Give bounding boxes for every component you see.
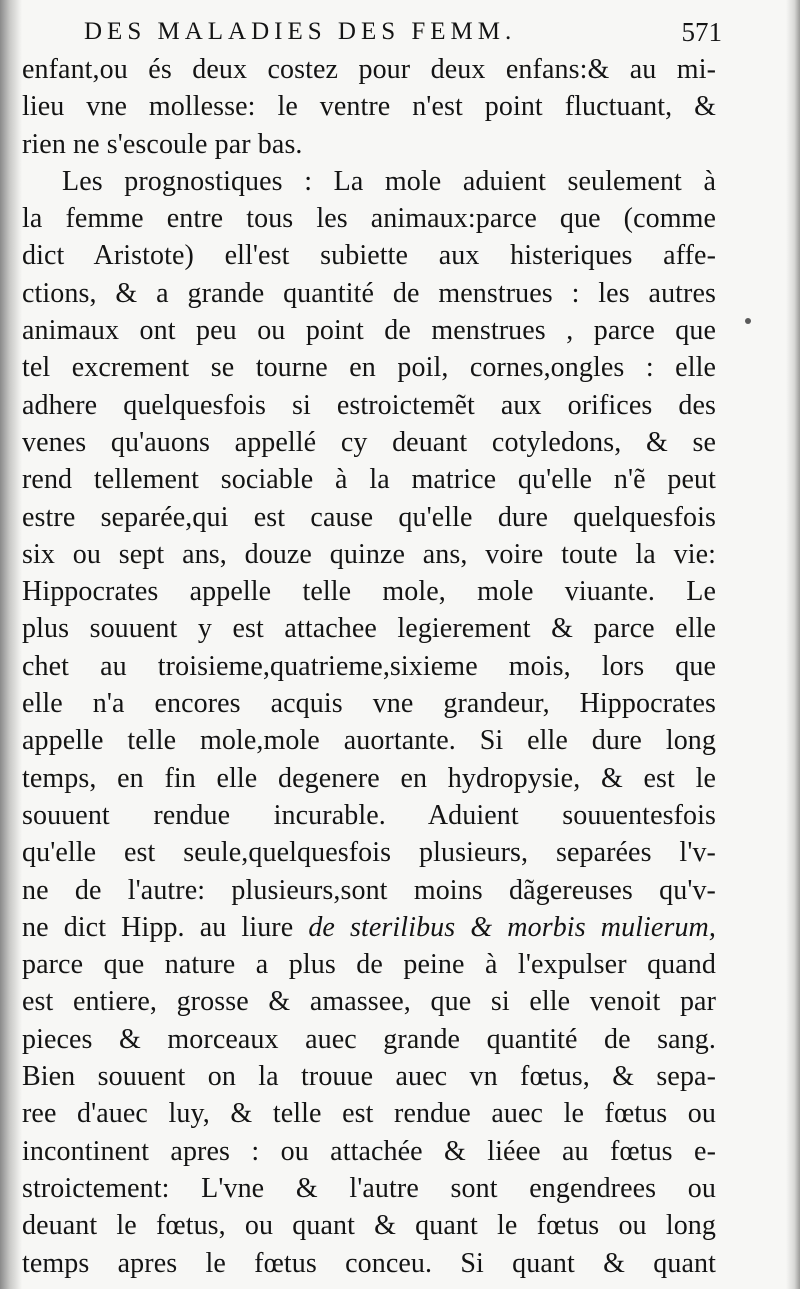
- text-line: enfant,ou és deux costez pour deux enfans:& au mi-: [22, 54, 716, 85]
- text-line: stroictement: L'vne & l'autre sont engendrees ou: [22, 1172, 716, 1204]
- text-line: adhere quelquesfois si estroictemẽt aux orifices des: [22, 389, 716, 421]
- text-line: temps apres le fœtus conceu. Si quant & quant: [22, 1247, 716, 1279]
- text-line: pieces & morceaux auec grande quantité de sang.: [22, 1023, 716, 1055]
- text-line: lieu vne mollesse: le ventre n'est point fluctuant, &: [22, 91, 716, 123]
- text-line: rend tellement sociable à la matrice qu'elle n'ẽ peut: [22, 464, 716, 496]
- text-line: ree d'auec luy, & telle est rendue auec le fœtus ou: [22, 1098, 716, 1130]
- text-line: parce que nature a plus de peine à l'expulser quand: [22, 949, 716, 981]
- text-line: Les prognostiques : La mole aduient seulement à: [62, 165, 716, 197]
- body-text: [22, 51, 716, 1282]
- text-line: souuent rendue incurable. Aduient souuentesfois: [22, 799, 716, 831]
- text-line: animaux ont peu ou point de menstrues , parce que: [22, 315, 716, 347]
- text-line: dict Aristote) ell'est subiette aux histeriques affe-: [22, 240, 716, 272]
- page-header: [72, 16, 722, 48]
- ink-spot: [745, 318, 751, 324]
- text-line: la femme entre tous les animaux:parce que (comme: [22, 203, 716, 235]
- text-line: temps, en fin elle degenere en hydropysie, & est le: [22, 762, 716, 794]
- text-line: ctions, & a grande quantité de menstrues : les autres: [22, 277, 716, 309]
- text-line: Hippocrates appelle telle mole, mole viuante. Le: [22, 576, 716, 608]
- text-line: plus souuent y est attachee legierement & parce elle: [22, 613, 716, 645]
- page-number: 571: [681, 17, 722, 47]
- page-edge: [786, 0, 800, 1289]
- text-line: rien ne s'escoule par bas.: [22, 128, 303, 160]
- binding-shadow: [0, 0, 22, 1289]
- text-line: Bien souuent on la trouue auec vn fœtus, & sepa-: [22, 1061, 716, 1093]
- text-line: incontinent apres : ou attachée & liéee au fœtus e-: [22, 1135, 716, 1167]
- text-line-lead: ne dict Hipp. au liure: [22, 911, 294, 943]
- text-line: deuant le fœtus, ou quant & quant le fœtus ou long: [22, 1210, 716, 1242]
- book-title-italic: de sterilibus & morbis mulierum,: [308, 911, 716, 943]
- text-line: estre separée,qui est cause qu'elle dure quelquesfois: [22, 501, 716, 533]
- text-line: elle n'a encores acquis vne grandeur, Hippocrates: [22, 688, 716, 720]
- text-line: tel excrement se tourne en poil, cornes,ongles : elle: [22, 352, 716, 384]
- text-line-with-citation: [22, 909, 716, 946]
- text-line: chet au troisieme,quatrieme,sixieme mois, lors que: [22, 650, 716, 682]
- text-line: appelle telle mole,mole auortante. Si elle dure long: [22, 725, 716, 757]
- text-line: venes qu'auons appellé cy deuant cotyledons, & se: [22, 426, 716, 458]
- running-title: DES MALADIES DES FEMM.: [84, 18, 517, 45]
- text-line: est entiere, grosse & amassee, que si elle venoit par: [22, 986, 716, 1018]
- text-line: six ou sept ans, douze quinze ans, voire toute la vie:: [22, 538, 716, 570]
- text-line: qu'elle est seule,quelquesfois plusieurs, separées l'v-: [22, 837, 716, 869]
- text-line: ne de l'autre: plusieurs,sont moins dãgereuses qu'v-: [22, 874, 716, 906]
